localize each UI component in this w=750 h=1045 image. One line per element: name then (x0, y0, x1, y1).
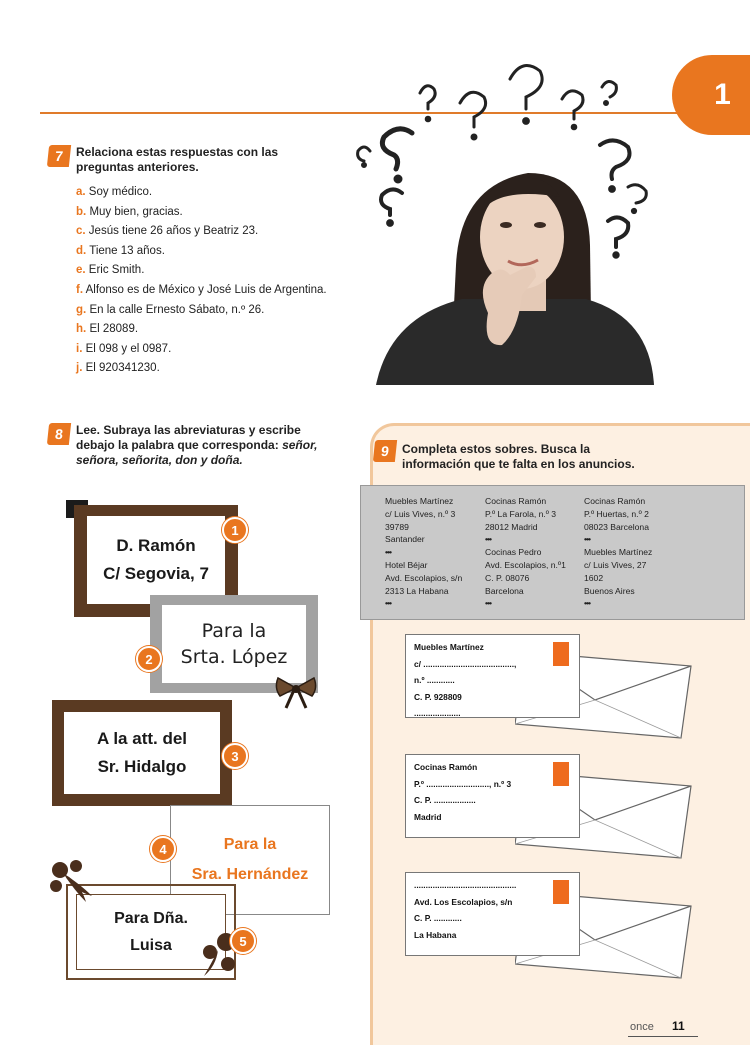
footer-rule (628, 1036, 698, 1037)
card-5-line2: Luisa (130, 937, 172, 954)
list-item: c. Jesús tiene 26 años y Beatriz 23. (76, 225, 259, 238)
thinking-woman-photo (350, 55, 680, 385)
card-1-line2: C/ Segovia, 7 (103, 564, 209, 583)
number-circle-5: 5 (230, 928, 256, 954)
address-card-1 (86, 515, 226, 605)
flower-ornament-icon (46, 856, 98, 908)
card-3-line1: A la att. del (96, 729, 188, 748)
card-2-line2: Srta. López (180, 646, 288, 668)
card-1-line1: D. Ramón (116, 536, 196, 555)
stamp-icon (553, 762, 569, 786)
list-item: h. El 28089. (76, 323, 139, 336)
page-word: once (630, 1021, 654, 1033)
number-circle-4: 4 (150, 836, 176, 862)
section-9-badge: 9 (373, 440, 397, 462)
ads-column-3: Cocinas Ramón P.º Huertas, n.º 2 08023 Barcelona ••• Muebles Martínez c/ Luis Vives, 27 1602 Buenos Aires ••• (584, 496, 653, 609)
number-circle-2: 2 (136, 646, 162, 672)
number-circle-1: 1 (222, 517, 248, 543)
stamp-icon (553, 642, 569, 666)
card-5-line1: Para Dña. (114, 910, 188, 927)
number-circle-3: 3 (222, 743, 248, 769)
card-4-line1: Para la (223, 836, 277, 853)
card-3-line2: Sr. Hidalgo (97, 757, 187, 776)
list-item: f. Alfonso es de México y José Luis de Argentina. (76, 283, 327, 296)
ads-column-2: Cocinas Ramón P.º La Farola, n.º 3 28012 Madrid ••• Cocinas Pedro Avd. Escolapios, n.º1 C. P. 08076 Barcelona ••• (485, 496, 566, 609)
section-8-badge: 8 (47, 423, 71, 445)
envelope-2: Cocinas Ramón P.º ..........................., n.º 3 C. P. .................. Madrid (405, 754, 580, 838)
stamp-icon (553, 880, 569, 904)
envelope-3: ............................................ Avd. Los Escolapios, s/n C. P. ............ La Habana (405, 872, 580, 956)
bow-icon (272, 672, 320, 710)
list-item: g. En la calle Ernesto Sábato, n.º 26. (76, 303, 265, 316)
list-item: j. El 920341230. (76, 362, 160, 375)
section-7-badge: 7 (47, 145, 71, 167)
list-item: b. Muy bien, gracias. (76, 205, 183, 218)
list-item: i. El 098 y el 0987. (76, 342, 172, 355)
section-7-instruction: Relaciona estas respuestas con las preguntas anteriores. (76, 145, 279, 174)
card-4-line2: Sra. Hernández (191, 866, 309, 883)
page-number: 11 (672, 1019, 685, 1033)
list-item: e. Eric Smith. (76, 264, 145, 277)
section-9-instruction: Completa estos sobres. Busca la información que te falta en los anuncios. (402, 442, 635, 471)
ads-panel (360, 485, 745, 620)
list-item: d. Tiene 13 años. (76, 244, 165, 257)
ads-column-1: Muebles Martínez c/ Luis Vives, n.º 3 39789 Santander ••• Hotel Béjar Avd. Escolapios, s/n 2313 La Habana ••• (385, 496, 463, 609)
envelope-1: Muebles Martínez c/ ......................................., n.º ............ C. P. 928809 .................... (405, 634, 580, 718)
address-card-3 (64, 712, 220, 794)
card-2-line1: Para la (201, 620, 267, 642)
unit-number: 1 (714, 78, 731, 111)
section-7-answers (76, 183, 327, 379)
unit-tab (672, 55, 750, 135)
list-item: a. Soy médico. (76, 186, 153, 198)
section-8-instruction: Lee. Subraya las abreviaturas y escribe debajo la palabra que corresponda: señor, señora, señorita, don y doña. (76, 423, 318, 467)
